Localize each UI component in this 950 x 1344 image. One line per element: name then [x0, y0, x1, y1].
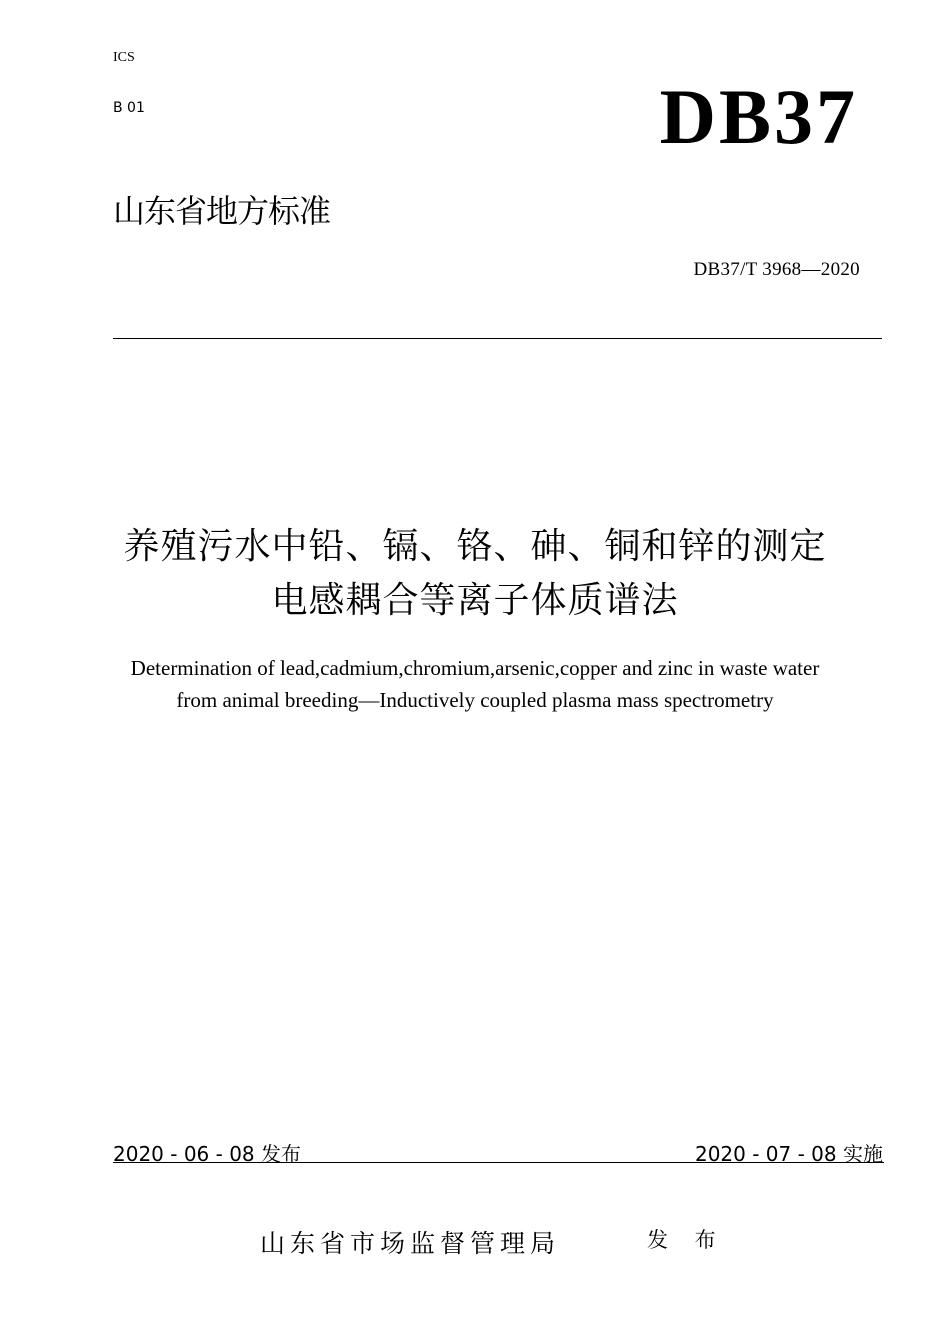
ccs-code: B 01 — [113, 100, 145, 116]
issue-date: 2020 - 06 - 08 发布 — [113, 1142, 302, 1166]
footer-divider — [113, 1162, 884, 1163]
header-divider — [113, 338, 882, 339]
title-chinese-line-2: 电感耦合等离子体质谱法 — [271, 580, 679, 621]
title-english-line-1: Determination of lead,cadmium,chromium,arsenic,copper and zinc in waste water — [130, 656, 820, 680]
title-chinese-line-1: 养殖污水中铅、镉、铬、砷、铜和锌的测定 — [123, 526, 827, 567]
ics-label: ICS — [113, 50, 135, 65]
standard-code-logo: DB37 — [659, 73, 858, 160]
standard-number: DB37/T 3968—2020 — [693, 259, 860, 280]
issuing-authority: 山东省市场监督管理局 — [260, 1229, 561, 1258]
title-english-line-2: from animal breeding—Inductively coupled plasma mass spectrometry — [176, 688, 774, 712]
implementation-date: 2020 - 07 - 08 实施 — [694, 1142, 883, 1166]
standard-type: 山东省地方标准 — [113, 192, 331, 230]
issue-label: 发 布 — [647, 1228, 726, 1252]
